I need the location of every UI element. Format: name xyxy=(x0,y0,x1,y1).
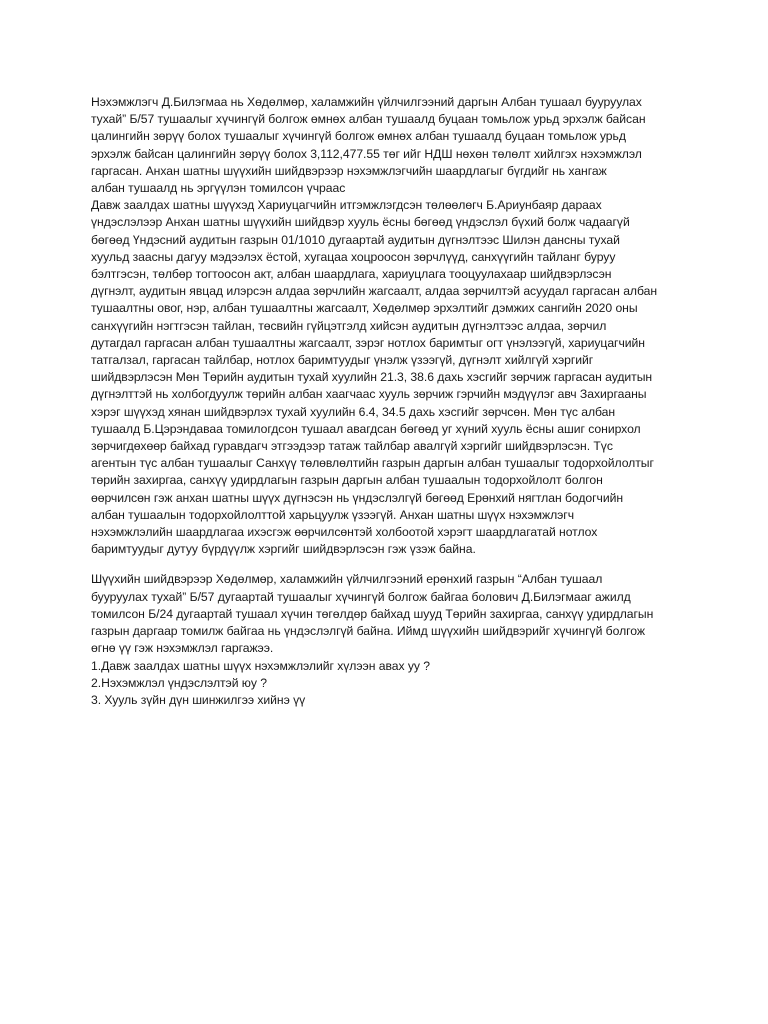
paragraph-appeal-grounds: Давж заалдах шатны шүүхэд Хариуцагчийн итгэмжлэгдсэн төлөөлөгч Б.Ариунбаяр дараах үндэслэлээр Анхан шатны шүүхийн шийдвэр хууль ёсны бөгөөд үндэслэл бүхий болж чадаагүй бөгөөд Үндэсний аудитын газрын 01/1010 дугаартай аудитын дүгнэлтээс Шилэн дансны тухай хуульд заасны дагуу мэдээлэх ёстой, хугацаа хоцроосон зөрчлүүд, санхүүгийн тайланг буруу бэлтгэсэн, төлбөр тогтоосон акт, албан шаардлага, хариуцлага тооцуулахаар шийдвэрлэсэн дүгнэлт, аудитын явцад илэрсэн алдаа зөрчлийн жагсаалт, алдаа зөрчилтэй асуудал гаргасан албан тушаалтны овог, нэр, албан тушаалтны жагсаалт, Хөдөлмөр эрхэлтийг дэмжих сангийн 2020 оны санхүүгийн нэгтгэсэн тайлан, төсвийн гүйцэтгэлд хийсэн аудитын дүгнэлтээс алдаа, зөрчил дутагдал гаргасан албан тушаалтны жагсаалт, зэрэг нотлох баримтыг огт үнэлээгүй, хариуцагчийн татгалзал, гаргасан тайлбар, нотлох баримтуудыг үнэлж үзээгүй, дүгнэлт хийлгүй хэргийг шийдвэрлэсэн Мөн Төрийн аудитын тухай хуулийн 21.3, 38.6 дахь хэсгийг зөрчиж гаргасан аудитын дүгнэлттэй нь холбогдуулж төрийн албан хаагчаас хууль зөрчиж гэрчийн мэдүүлэг авч Захиргааны хэрэг шүүхэд хянан шийдвэрлэх тухай хуулийн 6.4, 34.5 дахь хэсгийг зөрчсөн. Мөн түс албан тушаалд Б.Цэрэндаваа томилогдсон тушаал авагдсан бөгөөд уг хүний хууль ёсны ашиг сонирхол зөрчигдөхөөр байхад гуравдагч этгээдээр татаж тайлбар авалгүй хэргийг шийдвэрлэсэн. Түс агентын түс албан тушаалыг Санхүү төлөвлөлтийн газрын даргын албан тушаалыг тодорхойлолтыг төрийн захиргаа, санхүү удирдлагын газрын даргын албан тушаалын тодорхойлолт болгон өөрчилсөн гэж анхан шатны шүүх дүгнэсэн нь үндэслэлгүй бөгөөд Ерөнхий нягтлан бодогчийн албан тушаалын тодорхойлолттой харьцуулж үзээгүй. Анхан шатны шүүх нэхэмжлэгч нэхэмжлэлийн шаардлагаа ихэсгэж өөрчилсөнтэй холбоотой хэрэгт шаардлагатай нотлох баримтуудыг дутуу бүрдүүлж хэргийг шийдвэрлэсэн гэж үзэж байна. xyxy=(91,198,658,557)
question-1: 1.Давж заалдах шатны шүүх нэхэмжлэлийг хүлээн авах уу ? xyxy=(91,658,430,673)
question-3: 3. Хууль зүйн дүн шинжилгээ хийнэ үү xyxy=(91,692,306,707)
document-page xyxy=(91,94,693,709)
paragraph-court-decision: Шүүхийн шийдвэрээр Хөдөлмөр, халамжийн үйлчилгээний ерөнхий газрын “Албан тушаал бууруулах тухай” Б/57 дугаартай тушаалыг хүчингүй болгож байгаа болович Д.Билэгмааг ажилд томилсон Б/24 дугаартай тушаал хүчин төгөлдөр байхад шууд Төрийн захиргаа, санхүү удирдлагын газрын даргаар томилж байгаа нь үндэслэлгүй байна. Иймд шүүхийн шийдвэрийг хүчингүй болгож өгнө үү гэж нэхэмжлэл гаргажээ. xyxy=(91,572,654,656)
question-2: 2.Нэхэмжлэл үндэслэлтэй юу ? xyxy=(91,675,268,690)
paragraph-claim-summary: Нэхэмжлэгч Д.Билэгмаа нь Хөдөлмөр, халамжийн үйлчилгээний даргын Албан тушаал бууруулах тухай” Б/57 тушаалыг хүчингүй болгож өмнөх албан тушаалд буцаан томьлож урьд эрхэлж байсан цалингийн зөрүү болох тушаалыг хүчингүй болгож өмнөх албан тушаалд буцаан томьлож урьд эрхэлж байсан цалингийн зөрүү болох 3,112,477.55 төг ийг НДШ нөхөн төлөлт хийлгэх нэхэмжлэл гаргасан. Анхан шатны шүүхийн шийдвэрээр нэхэмжлэгчийн шаардлагыг бүгдийг нь хангаж албан тушаалд нь эргүүлэн томилсон үчраас xyxy=(91,95,646,196)
